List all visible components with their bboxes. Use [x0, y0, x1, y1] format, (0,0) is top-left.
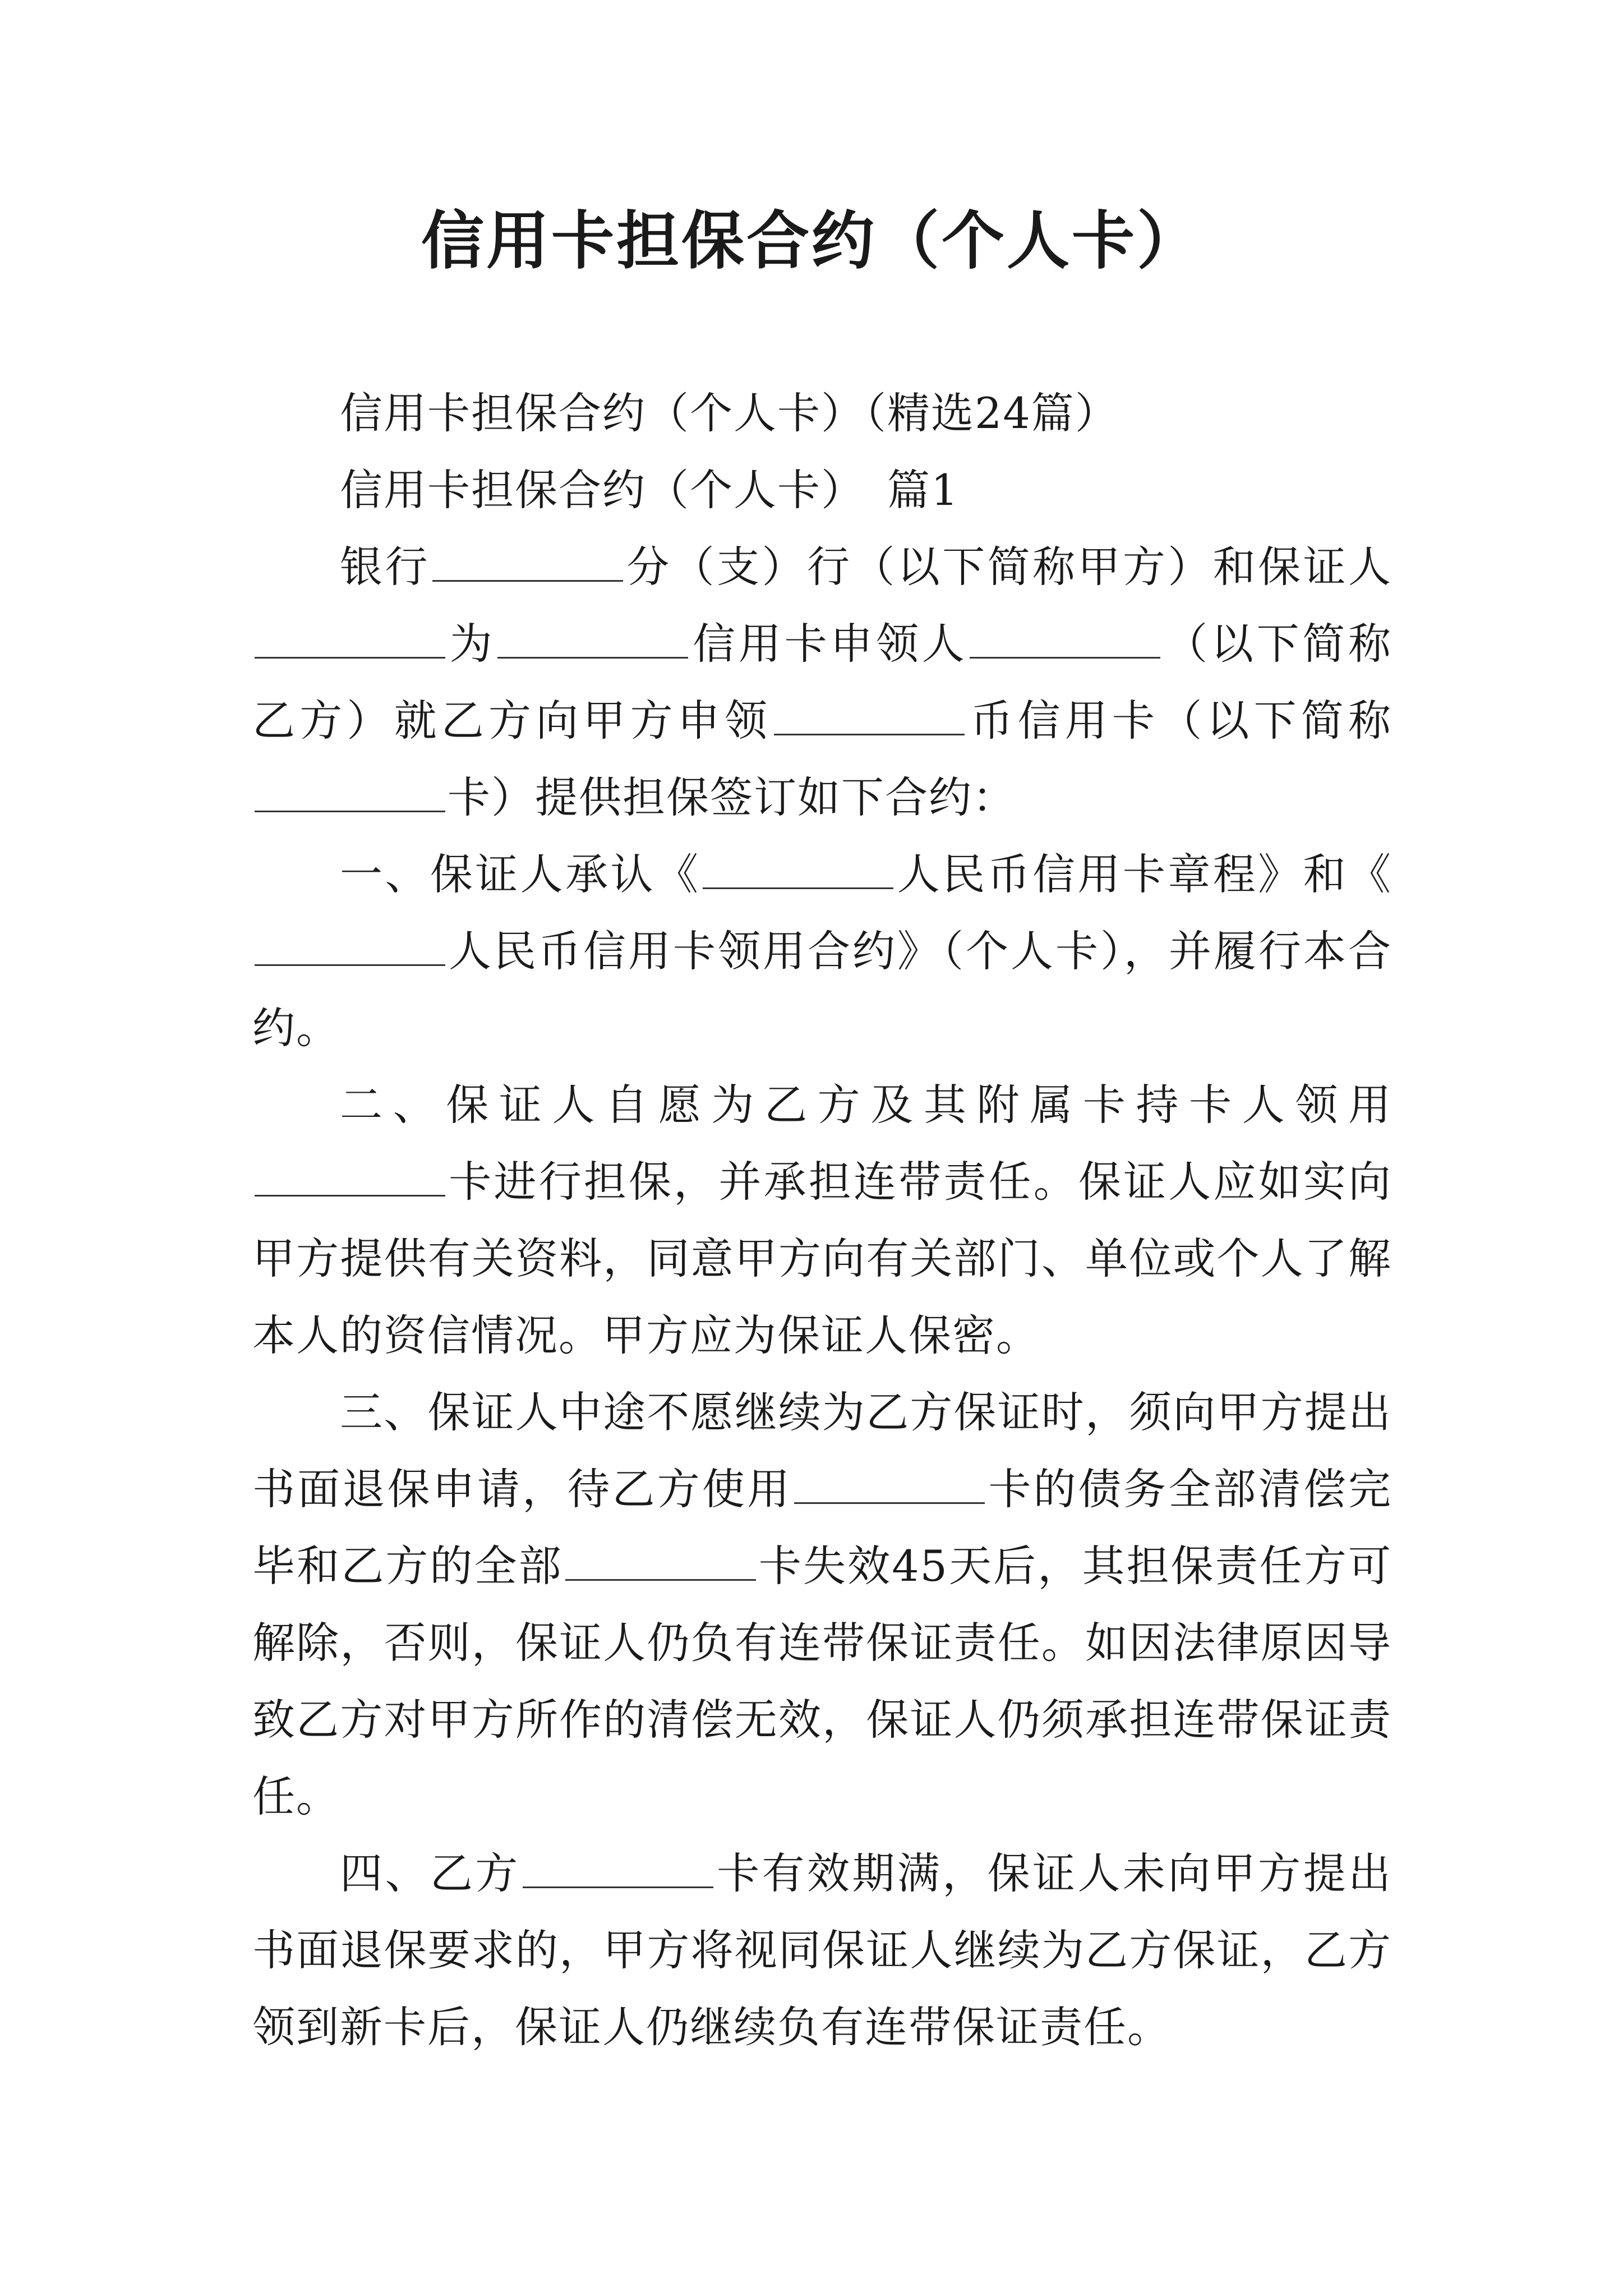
clause-1-text-1: 一、保证人承认《 — [340, 849, 701, 899]
intro-text-5: （以下简称乙方）就乙方向甲方申领 — [252, 619, 1393, 746]
fill-blank[interactable] — [255, 924, 445, 966]
intro-text-6: 币信用卡（以下简称 — [967, 696, 1393, 746]
document-subtitle: 信用卡担保合约（个人卡）（精选24篇） — [340, 388, 1119, 438]
fill-blank[interactable] — [255, 770, 445, 812]
intro-text-4: 信用卡申领人 — [690, 619, 968, 669]
document-body — [252, 375, 1392, 2065]
fill-blank[interactable] — [255, 1154, 445, 1197]
intro-text-7: 卡）提供担保签订如下合约： — [448, 772, 1016, 822]
clause-3 — [252, 1374, 1392, 1835]
intro-paragraph — [252, 528, 1392, 836]
clause-2 — [252, 1066, 1392, 1374]
clause-2-text-2: 卡进行担保，并承担连带责任。保证人应如实向甲方提供有关资料，同意甲方向有关部门、单位或个人了解本人的资信情况。甲方应为保证人保密。 — [252, 1157, 1392, 1360]
document-title: 信用卡担保合约（个人卡） — [421, 204, 1202, 278]
clause-3-text-2: 卡的债务全部清偿完毕和乙方的全部 — [252, 1464, 1393, 1591]
clause-1-text-2: 人民币信用卡章程》和《 — [896, 849, 1393, 899]
clause-4-text-2: 卡有效期满，保证人未向甲方提出书面退保要求的，甲方将视同保证人继续为乙方保证，乙方领到新卡后，保证人仍继续负有连带保证责任。 — [252, 1848, 1393, 2052]
clause-4 — [252, 1835, 1392, 2065]
clause-4-text-1: 四、乙方 — [340, 1848, 520, 1898]
intro-text-2: 分（支）行（以下简称甲方）和保证人 — [625, 542, 1393, 592]
clause-2-text-1: 二、保证人自愿为乙方及其附属卡持卡人领用 — [340, 1080, 1392, 1130]
section-heading: 信用卡担保合约（个人卡） 篇1 — [340, 465, 960, 515]
clause-1-text-3: 人民币信用卡领用合约》（个人卡），并履行本合约。 — [252, 926, 1392, 1053]
fill-blank[interactable] — [432, 540, 623, 582]
fill-blank[interactable] — [565, 1539, 756, 1581]
clause-1 — [252, 836, 1392, 1066]
intro-text-3: 为 — [448, 619, 496, 669]
clause-3-text-1: 三、保证人中途不愿继续为乙方保证时，须向甲方提出书面退保申请，待乙方使用 — [252, 1387, 1392, 1514]
clause-3-text-3: 卡失效45天后，其担保责任方可解除，否则，保证人仍负有连带保证责任。如因法律原因导致乙方对甲方所作的清偿无效，保证人仍须承担连带保证责任。 — [252, 1541, 1392, 1821]
fill-blank[interactable] — [255, 616, 445, 659]
fill-blank[interactable] — [497, 616, 688, 659]
fill-blank[interactable] — [970, 616, 1160, 659]
fill-blank[interactable] — [703, 847, 893, 889]
fill-blank[interactable] — [794, 1462, 985, 1504]
fill-blank[interactable] — [523, 1846, 713, 1888]
fill-blank[interactable] — [774, 693, 965, 735]
intro-text-1: 银行 — [340, 542, 430, 592]
